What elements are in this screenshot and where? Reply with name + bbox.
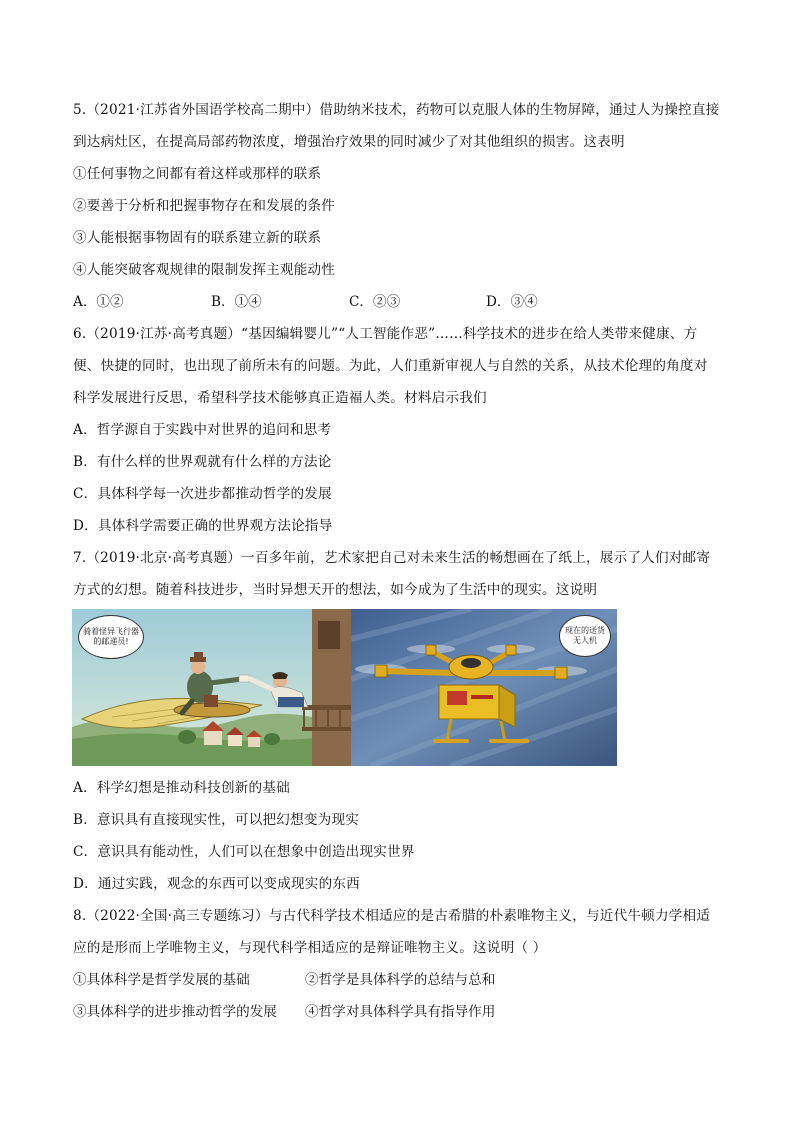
q7-illustration [72,609,617,766]
q8-item-4: ④哲学对具体科学具有指导作用 [305,1004,496,1020]
vintage-postman-image [72,609,351,766]
q7-stem-line2: 方式的幻想。随着科技进步，当时异想天开的想法，如今成为了生活中的现实。这说明 [73,582,598,598]
q5-option-d: D．③④ [486,294,538,310]
q7-option-b: B．意识具有直接现实性，可以把幻想变为现实 [73,812,360,828]
speech-bubble-left: 骑着怪异飞行器的邮递员! [78,615,144,659]
q5-stem-line1: 5.（2021·江苏省外国语学校高二期中）借助纳米技术，药物可以克服人体的生物屏障，通过人为操控直接 [73,102,720,118]
q6-option-a: A．哲学源自于实践中对世界的追问和思考 [73,422,332,438]
q7-stem-line1: 7.（2019·北京·高考真题）一百多年前，艺术家把自己对未来生活的畅想画在了纸上，展示了人们对邮寄 [73,550,711,566]
q5-option-c: C．②③ [349,294,401,310]
q6-stem-line1: 6.（2019·江苏·高考真题）“基因编辑婴儿”“人工智能作恶”……科学技术的进步在给人类带来健康、方 [73,326,698,342]
delivery-drone-image [351,609,617,766]
q8-item-2: ②哲学是具体科学的总结与总和 [305,972,496,988]
q8-stem-line1: 8.（2022·全国·高三专题练习）与古代科学技术相适应的是古希腊的朴素唯物主义，与近代牛顿力学相适 [73,908,711,924]
q6-option-d: D．具体科学需要正确的世界观方法论指导 [73,518,333,534]
q5-option-b: B．①④ [211,294,262,310]
q5-stem-line2: 到达病灶区，在提高局部药物浓度，增强治疗效果的同时减少了对其他组织的损害。这表明 [73,134,625,150]
q8-item-1: ①具体科学是哲学发展的基础 [73,972,250,988]
q5-option-a: A．①② [73,294,124,310]
q5-options [73,292,733,312]
q5-item-4: ④人能突破客观规律的限制发挥主观能动性 [73,262,336,278]
q5-item-1: ①任何事物之间都有着这样或那样的联系 [73,166,322,182]
q7-option-a: A．科学幻想是推动科技创新的基础 [73,780,290,796]
speech-bubble-right: 现在的送货无人机 [559,615,611,657]
q6-stem-line2: 便、快捷的同时，也出现了前所未有的问题。为此，人们重新审视人与自然的关系，从技术伦理的角度对 [73,358,708,374]
q7-option-c: C．意识具有能动性，人们可以在想象中创造出现实世界 [73,844,415,860]
q8-items-row2 [73,1002,733,1022]
q8-items-row1 [73,970,733,990]
q6-stem-line3: 科学发展进行反思，希望科学技术能够真正造福人类。材料启示我们 [73,390,487,406]
q7-option-d: D．通过实践，观念的东西可以变成现实的东西 [73,876,360,892]
q8-stem-line2: 应的是形而上学唯物主义，与现代科学相适应的是辩证唯物主义。这说明（ ） [73,940,547,956]
q6-option-c: C．具体科学每一次进步都推动哲学的发展 [73,486,332,502]
q8-item-3: ③具体科学的进步推动哲学的发展 [73,1004,277,1020]
q6-option-b: B．有什么样的世界观就有什么样的方法论 [73,454,332,470]
q5-item-3: ③人能根据事物固有的联系建立新的联系 [73,230,322,246]
q5-item-2: ②要善于分析和把握事物存在和发展的条件 [73,198,336,214]
